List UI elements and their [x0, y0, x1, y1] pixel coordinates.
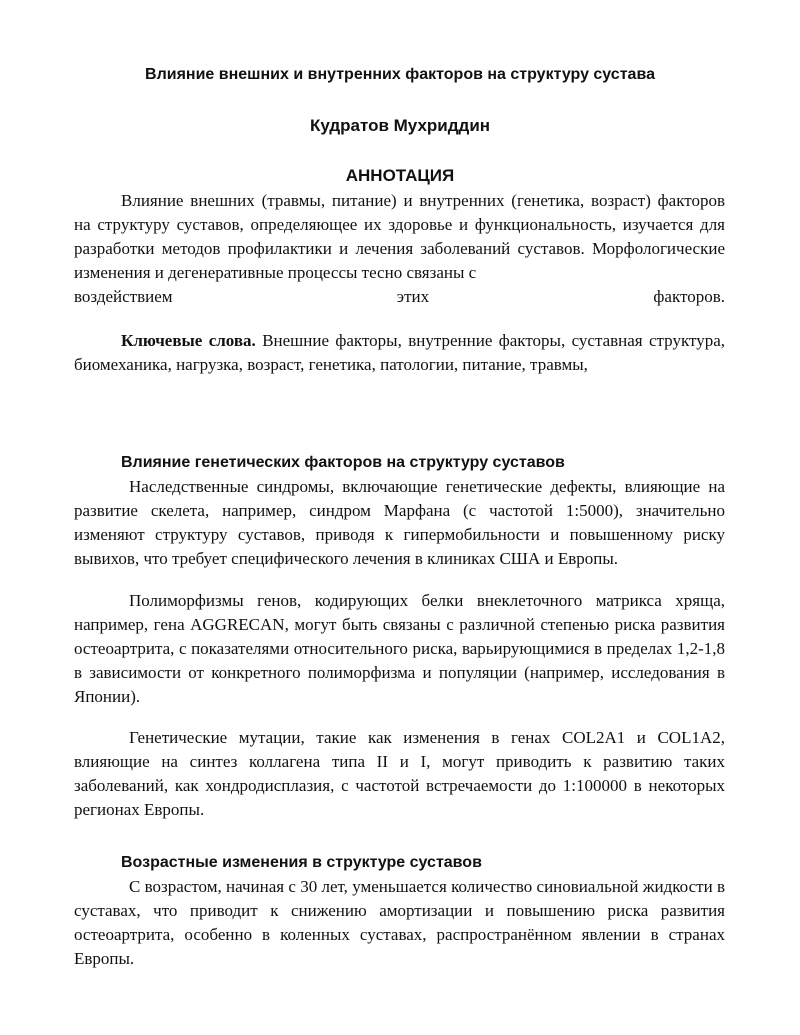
annotation-paragraph-last-line — [74, 285, 725, 309]
section-age-heading: Возрастные изменения в структуре суставов — [121, 854, 482, 871]
genetic-paragraph-3: Генетические мутации, такие как изменения в генах COL2A1 и COL1A2, влияющие на синтез коллагена типа II и I, могут приводить к развитию таких заболеваний, как хондродисплазия, с частотой встречаемости до 1:100000 в некоторых регионах Европы. — [74, 728, 725, 819]
document-title: Влияние внешних и внутренних факторов на структуру сустава — [145, 66, 655, 83]
genetic-paragraph-2: Полиморфизмы генов, кодирующих белки внеклеточного матрикса хряща, например, гена AGGRECAN, могут быть связаны с различной степенью риска развития остеоартрита, с показателями относительного риска, варьирующимися в пределах 1,2-1,8 в зависимости от конкретного полиморфизма и популяции (например, исследования в Японии). — [74, 591, 725, 706]
section-genetic-heading: Влияние генетических факторов на структуру суставов — [121, 454, 565, 471]
author-name: Кудратов Мухриддин — [309, 116, 491, 135]
annotation-text-1: Влияние внешних (травмы, питание) и внутренних (генетика, возраст) факторов на структуру суставов, определяющее их здоровье и функциональность, изучается для разработки методов профилактики и лечения заболеваний суставов. Морфологические изменения и дегенеративные процессы тесно связаны с — [74, 191, 725, 282]
genetic-paragraph-1: Наследственные синдромы, включающие генетические дефекты, влияющие на развитие скелета, например, синдром Марфана (с частотой 1:5000), значительно изменяют структуру суставов, приводя к гипермобильности и повышенному риску вывихов, что требует специфического лечения в клиниках США и Европы. — [74, 477, 725, 568]
annotation-paragraph — [74, 189, 725, 285]
annotation-text-2: воздействием этих факторов. — [74, 287, 725, 306]
keywords-label: Ключевые слова. — [121, 331, 256, 350]
keywords-text: Внешние факторы, внутренние факторы, суставная структура, биомеханика, нагрузка, возраст, генетика, патологии, питание, травмы, — [74, 331, 725, 374]
annotation-heading: АННОТАЦИЯ — [345, 166, 455, 185]
keywords-paragraph — [74, 329, 725, 377]
age-paragraph-1: С возрастом, начиная с 30 лет, уменьшается количество синовиальной жидкости в суставах, что приводит к снижению амортизации и повышению риска развития остеоартрита, особенно в коленных суставах, распространённом явлении в странах Европы. — [74, 877, 725, 968]
